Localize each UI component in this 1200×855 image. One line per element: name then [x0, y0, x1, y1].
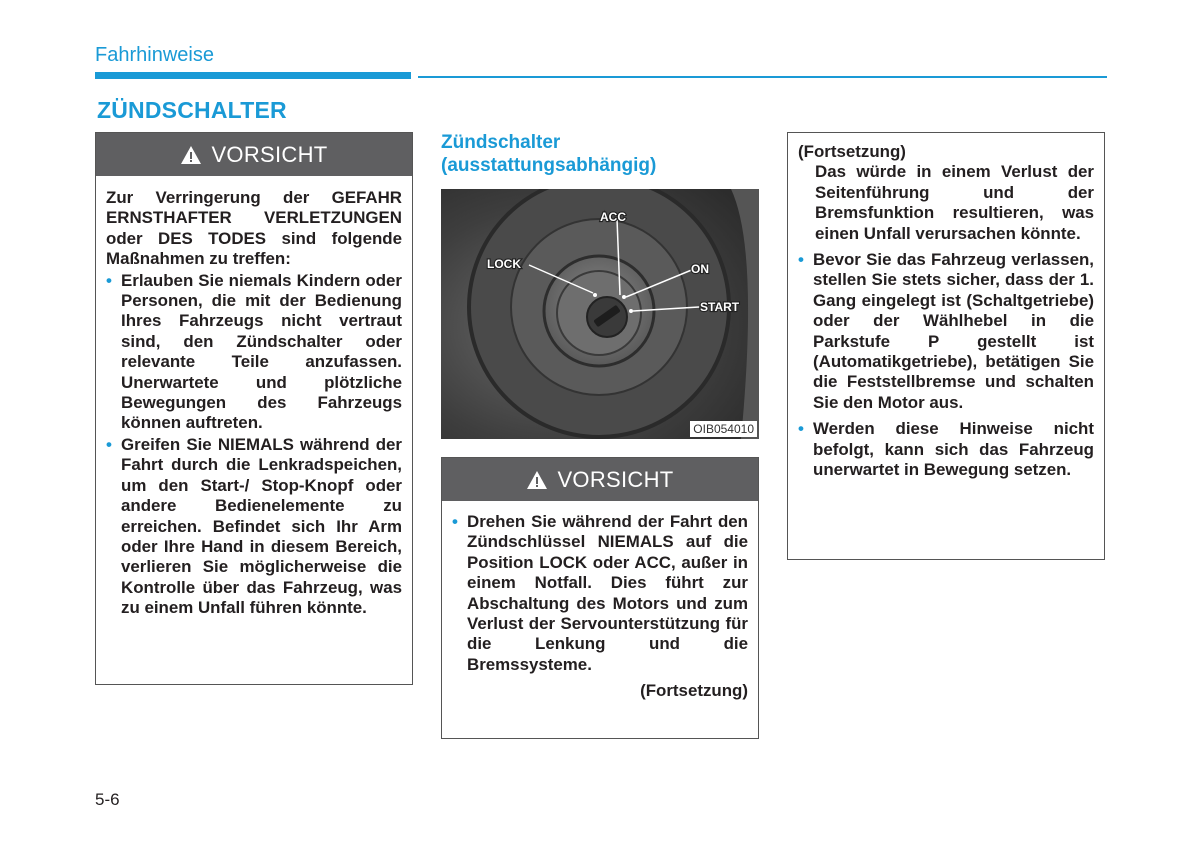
caution-box-left [95, 132, 413, 685]
caution-bullet: • Greifen Sie NIEMALS während der Fahrt durch die Lenkradspeichen, um den Start-/ Stop-Knopf oder andere Bedienelemente zu erreichen. Befindet sich Ihr Arm oder Ihre Hand in diesem Bereich, verlieren Sie möglicherweise die Kontrolle über das Fahrzeug, was zu einem Unfall führen könnte. [106, 435, 402, 619]
continuation-text: Das würde in einem Verlust der Seitenführung und der Bremsfunktion resultieren, was einen Unfall verursachen könnte. [815, 162, 1094, 243]
warning-triangle-icon [526, 470, 548, 490]
caution-bullet: • Werden diese Hinweise nicht befolgt, kann sich das Fahrzeug unerwartet in Bewegung setzen. [798, 419, 1094, 480]
ignition-switch-illustration [441, 189, 759, 439]
caution-label: VORSICHT [211, 141, 328, 167]
figure-caption: OIB054010 [690, 421, 757, 437]
caution-bullet: • Bevor Sie das Fahrzeug verlassen, stellen Sie stets sicher, dass der 1. Gang eingelegt ist (Schaltgetriebe) oder der Wählhebel in die Parkstufe P gestellt ist (Automatikgetriebe), betätigen Sie die Feststellbremse und schalten Sie den Motor aus. [798, 250, 1094, 413]
continuation-label: (Fortsetzung) [798, 142, 906, 161]
label-start: START [700, 300, 740, 314]
caution-bullet: • Erlauben Sie niemals Kindern oder Personen, die mit der Bedienung Ihres Fahrzeugs nicht vertraut sind, den Zündschalter oder relevante Teile anzufassen. Unerwartete und plötzliche Bewegungen des Fahrzeugs können auftreten. [106, 271, 402, 434]
label-on: ON [691, 262, 709, 276]
page-number: 5-6 [95, 790, 120, 809]
caution-box-right [787, 132, 1105, 560]
warning-triangle-icon [180, 145, 202, 165]
label-lock: LOCK [487, 257, 521, 271]
section-label: Fahrhinweise [95, 44, 214, 66]
caution-header [442, 458, 758, 501]
subsection-heading [441, 131, 656, 177]
subsection-heading-line1: Zündschalter [441, 132, 561, 153]
caution-bullet: • Drehen Sie während der Fahrt den Zündschlüssel NIEMALS auf die Position LOCK oder ACC, außer in einem Notfall. Dies führt zur Abschaltung des Motors und zum Verlust der Servounterstützung für die Lenkung und die Bremssysteme. [452, 512, 748, 675]
caution-header [96, 133, 412, 176]
page-title: ZÜNDSCHALTER [97, 97, 287, 123]
continued-label: (Fortsetzung) [640, 681, 748, 701]
caution-box-middle [441, 457, 759, 739]
label-acc: ACC [600, 210, 626, 224]
subsection-heading-line2: (ausstattungsabhängig) [441, 155, 657, 176]
caution-label: VORSICHT [557, 466, 674, 492]
ignition-switch-figure [441, 189, 759, 439]
header-rule-thin [418, 76, 1107, 78]
header-rule-thick [95, 72, 411, 79]
caution-intro: Zur Verringerung der GEFAHR ERNSTHAFTER VERLETZUNGEN oder DES TODES sind folgende Maßnahmen zu treffen: [106, 188, 402, 269]
